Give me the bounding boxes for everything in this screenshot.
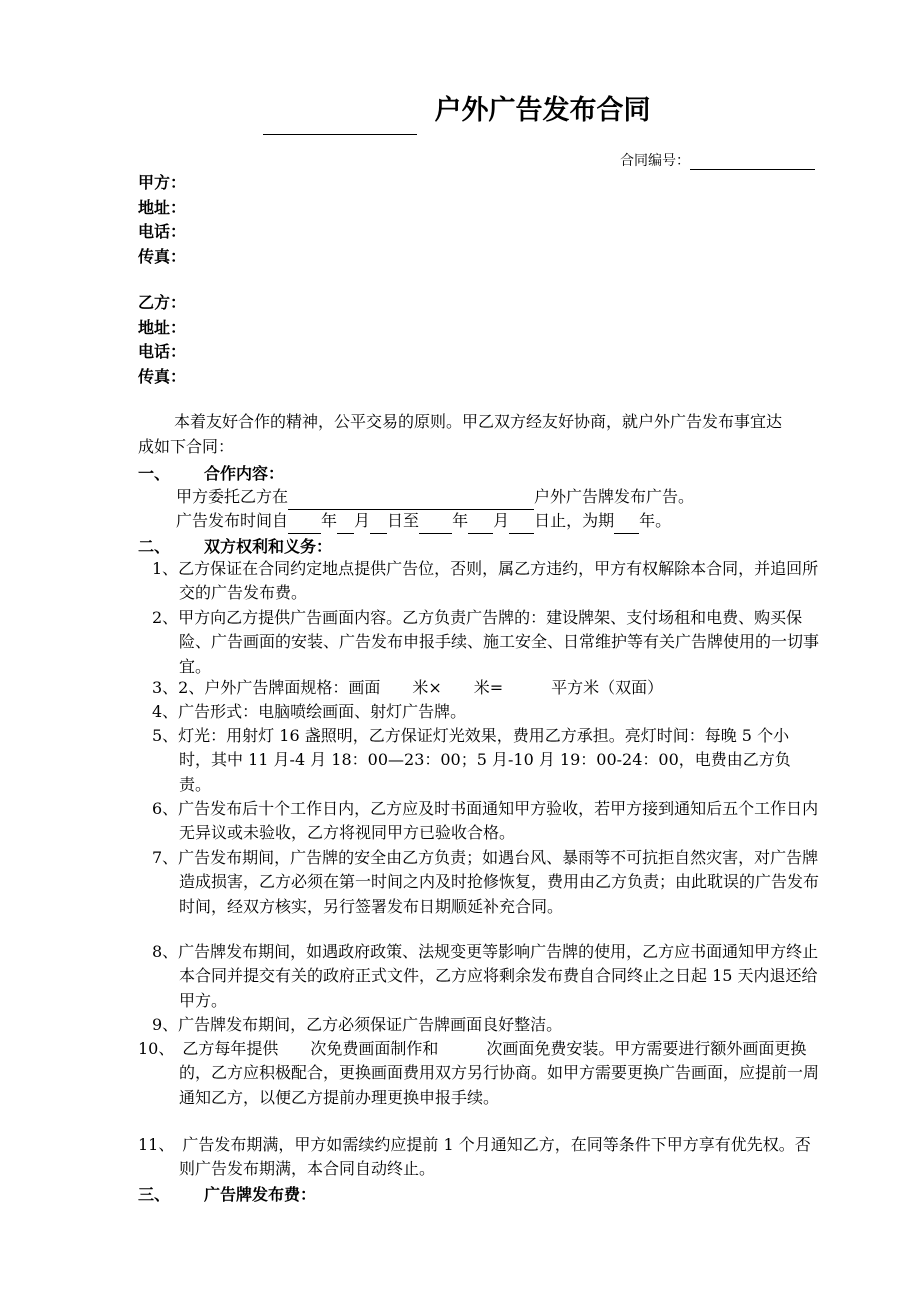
clause-8: 8、广告牌发布期间，如遇政府政策、法规变更等影响广告牌的使用，乙方应书面通知甲方终止本合同并提交有关的政府正式文件，乙方应将剩余发布费自合同终止之日起 15 天内退还给甲方。 <box>152 942 819 1010</box>
day-end-label: 日止，为期 <box>534 511 615 530</box>
party-a-name: 甲方： <box>138 173 187 192</box>
title-underline <box>263 134 417 135</box>
section-1-line-2 <box>176 509 671 534</box>
party-a-address: 地址： <box>138 197 187 217</box>
section-2-heading <box>138 534 332 557</box>
month-label-1: 月 <box>354 511 371 530</box>
party-b-block <box>138 291 186 389</box>
clause-6: 6、广告发布后十个工作日内，乙方应及时书面通知甲方验收，若甲方接到通知后五个工作日内无异议或未验收，乙方将视同甲方已验收合格。 <box>152 799 819 843</box>
day-to-label: 日至 <box>387 511 420 530</box>
party-a-fax: 传真： <box>138 246 187 266</box>
party-a-block <box>138 171 186 269</box>
start-day-blank <box>370 516 387 534</box>
duration-blank <box>614 516 639 534</box>
year-label-2: 年 <box>452 511 469 530</box>
party-b-phone: 电话： <box>138 342 187 361</box>
clause-10: 10、 乙方每年提供 次免费画面制作和 次画面免费安装。甲方需要进行额外画面更换的，乙方应积极配合，更换画面费用双方另行协商。如甲方需要更换广告画面，应提前一周通知乙方，以便乙方提前办理更换申报手续。 <box>138 1039 820 1107</box>
clause-3: 3、2、户外广告牌面规格：画面 米× 米= 平方米（双面） <box>152 678 664 697</box>
page-title: 户外广告发布合同 <box>434 95 651 126</box>
end-day-blank <box>509 516 534 534</box>
section-3-heading <box>138 1182 316 1205</box>
contract-number-blank <box>690 153 815 170</box>
clause-9: 9、广告牌发布期间，乙方必须保证广告牌画面良好整洁。 <box>152 1015 563 1034</box>
clause-7: 7、广告发布期间，广告牌的安全由乙方负责；如遇台风、暴雨等不可抗拒自然灾害，对广告牌造成损害，乙方必须在第一时间之内及时抢修恢复，费用由乙方负责；由此耽误的广告发布时间，经双方核实，另行签署发布日期顺延补充合同。 <box>152 848 820 916</box>
party-b-address: 地址： <box>138 317 187 337</box>
contract-number <box>620 150 815 170</box>
year-label-1: 年 <box>321 511 338 530</box>
start-year-blank <box>288 516 321 534</box>
year-label-3: 年。 <box>639 511 672 530</box>
sec1-line1-a: 甲方委托乙方在 <box>176 487 289 506</box>
party-b-fax: 传真： <box>138 366 187 386</box>
clause-1: 1、乙方保证在合同约定地点提供广告位，否则，属乙方违约，甲方有权解除本合同，并追回所交的广告发布费。 <box>152 559 819 603</box>
clause-11: 11、 广告发布期满，甲方如需续约应提前 1 个月通知乙方，在同等条件下甲方享有优先权。否则广告发布期满，本合同自动终止。 <box>138 1135 811 1179</box>
clause-2: 2、甲方向乙方提供广告画面内容。乙方负责广告牌的：建设牌架、支付场租和电费、购买保险、广告画面的安装、广告发布申报手续、施工安全、日常维护等有关广告牌使用的一切事宜。 <box>152 608 820 676</box>
section-1-line-1 <box>176 485 694 510</box>
section-2-number: 二、 <box>138 537 171 556</box>
section-3-title: 广告牌发布费： <box>204 1185 317 1204</box>
party-a-phone: 电话： <box>138 222 187 241</box>
section-1-heading <box>138 461 284 484</box>
month-label-2: 月 <box>493 511 510 530</box>
section-3-number: 三、 <box>138 1185 171 1204</box>
period-label: 广告发布时间自 <box>176 511 289 530</box>
section-2-title: 双方权利和义务： <box>204 537 333 556</box>
end-year-blank <box>419 516 452 534</box>
party-b-name: 乙方： <box>138 293 187 312</box>
preamble: 本着友好合作的精神，公平交易的原则。甲乙双方经友好协商，就户外广告发布事宜达成如下合同： <box>138 412 783 456</box>
section-1-number: 一、 <box>138 464 171 483</box>
sec1-line1-b: 户外广告牌发布广告。 <box>534 487 695 506</box>
end-month-blank <box>468 516 493 534</box>
clause-5: 5、灯光：用射灯 16 盏照明，乙方保证灯光效果，费用乙方承担。亮灯时间：每晚 5 个小时，其中 11 月-4 月 18：00—23：00；5 月-10 月 19：00-24：00，电费由乙方负责。 <box>152 726 791 794</box>
start-month-blank <box>337 516 354 534</box>
contract-number-label: 合同编号： <box>620 153 690 169</box>
clause-4: 4、广告形式：电脑喷绘画面、射灯广告牌。 <box>152 702 467 721</box>
section-1-title: 合作内容： <box>204 464 285 483</box>
location-blank <box>288 492 534 510</box>
